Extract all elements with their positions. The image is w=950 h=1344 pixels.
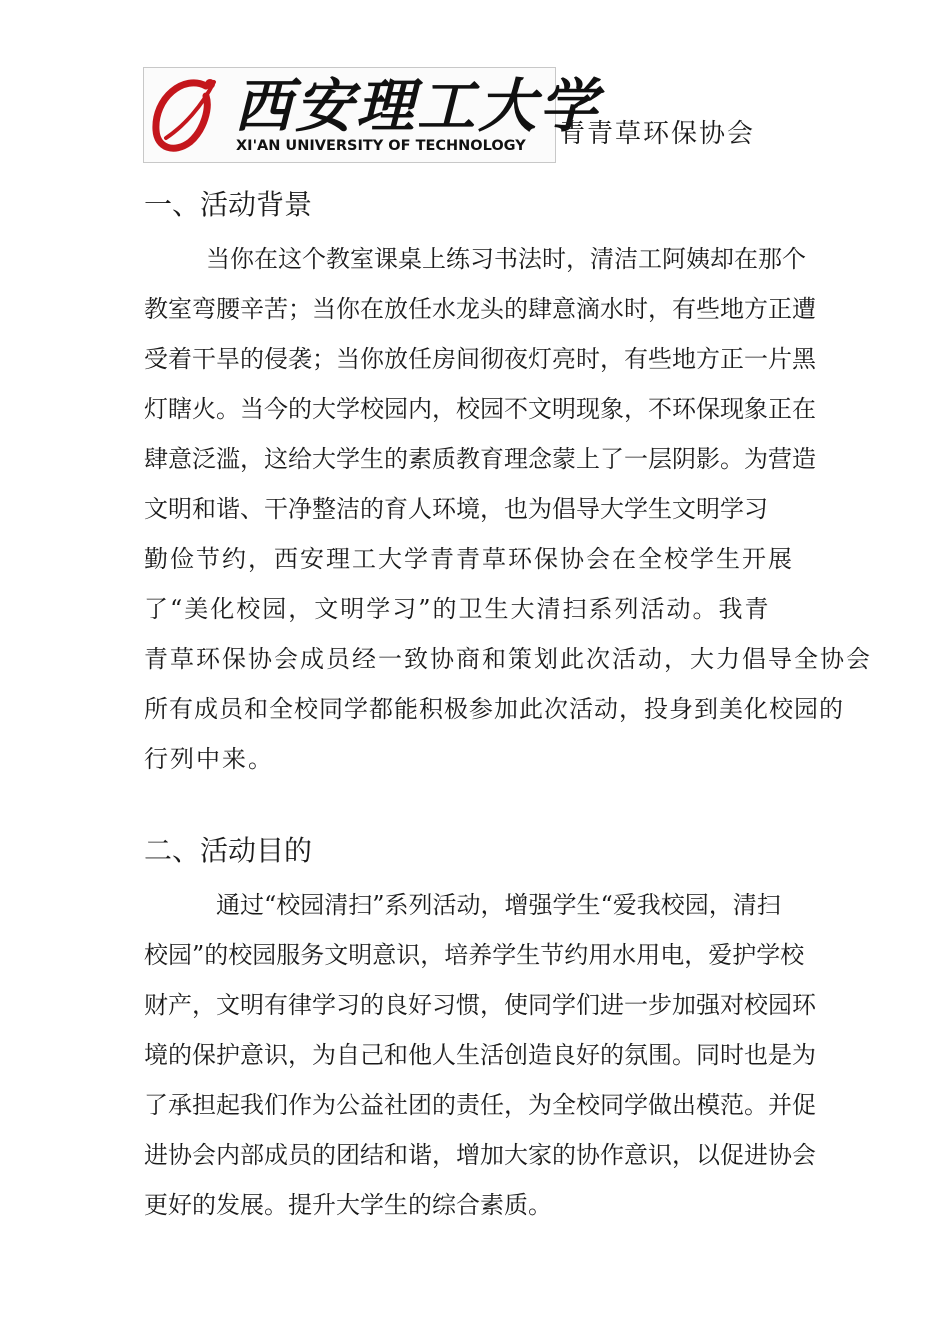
logo-emblem-icon <box>144 68 234 162</box>
paragraph-line: 青草环保协会成员经一致协商和策划此次活动，大力倡导全协会 <box>144 645 872 673</box>
section-background-body <box>144 234 872 784</box>
document-header <box>143 67 863 163</box>
section-title-background: 一、活动背景 <box>144 188 313 221</box>
paragraph-line: 境的保护意识，为自己和他人生活创造良好的氛围。同时也是为 <box>144 1041 816 1069</box>
paragraph-line: 当你在这个教室课桌上练习书法时，清洁工阿姨却在那个 <box>206 245 806 273</box>
paragraph-line: 更好的发展。提升大学生的综合素质。 <box>144 1191 552 1219</box>
paragraph-line: 行列中来。 <box>144 745 274 773</box>
logo-chinese-name: 西安理工大学 <box>234 72 601 140</box>
logo-english-name: XI'AN UNIVERSITY OF TECHNOLOGY <box>236 138 526 154</box>
paragraph-line: 受着干旱的侵袭；当你放任房间彻夜灯亮时，有些地方正一片黑 <box>144 345 816 373</box>
paragraph-line: 教室弯腰辛苦；当你在放任水龙头的肆意滴水时，有些地方正遭 <box>144 295 816 323</box>
paragraph-line: 财产，文明有律学习的良好习惯，使同学们进一步加强对校园环 <box>144 991 816 1019</box>
paragraph-line: 进协会内部成员的团结和谐，增加大家的协作意识，以促进协会 <box>144 1141 816 1169</box>
paragraph-line: 了“美化校园，文明学习”的卫生大清扫系列活动。我青 <box>144 595 771 623</box>
paragraph-line: 灯瞎火。当今的大学校园内，校园不文明现象，不环保现象正在 <box>144 395 816 423</box>
section-purpose-body <box>144 880 834 1230</box>
university-logo <box>143 67 601 163</box>
paragraph-line: 勤俭节约，西安理工大学青青草环保协会在全校学生开展 <box>144 545 794 573</box>
paragraph-line: 通过“校园清扫”系列活动，增强学生“爱我校园，清扫 <box>216 891 781 919</box>
section-title-purpose: 二、活动目的 <box>144 834 313 867</box>
paragraph-line: 肆意泛滥，这给大学生的素质教育理念蒙上了一层阴影。为营造 <box>144 445 816 473</box>
organization-name: 青青草环保协会 <box>559 119 756 149</box>
paragraph-line: 校园”的校园服务文明意识，培养学生节约用水用电，爱护学校 <box>144 941 805 969</box>
paragraph-line: 文明和谐、干净整洁的育人环境，也为倡导大学生文明学习 <box>144 495 768 523</box>
paragraph-line: 了承担起我们作为公益社团的责任，为全校同学做出模范。并促 <box>144 1091 816 1119</box>
paragraph-line: 所有成员和全校同学都能积极参加此次活动，投身到美化校园的 <box>144 695 844 723</box>
